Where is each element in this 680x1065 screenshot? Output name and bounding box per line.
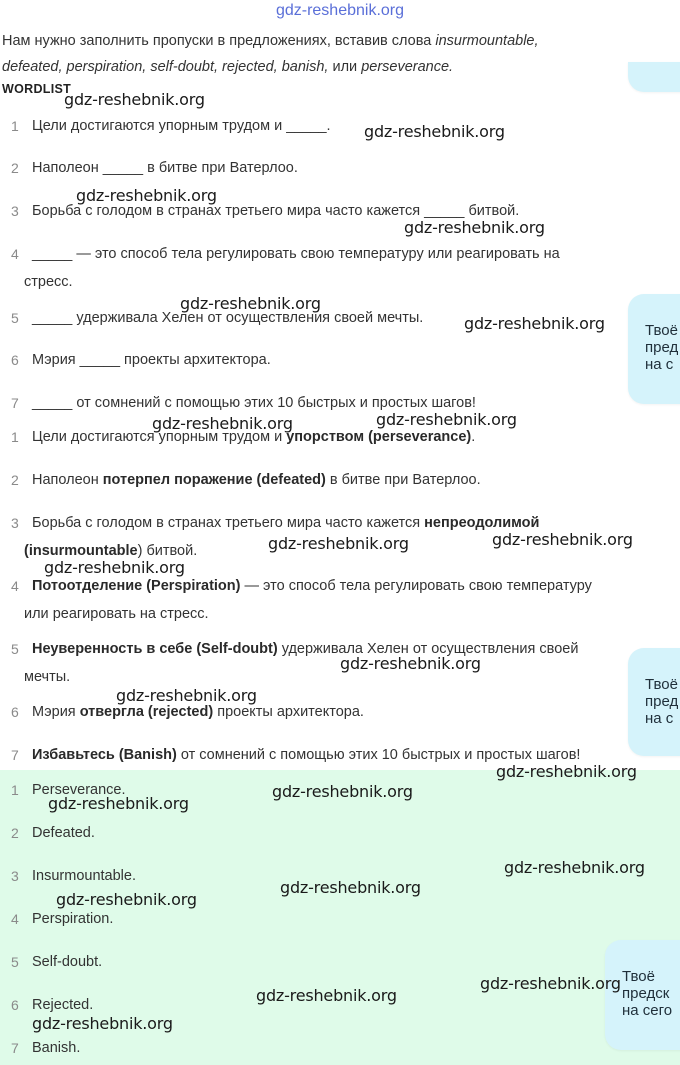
item-text: Defeated. [32,825,95,841]
wordlist-label: WORDLIST [2,82,72,96]
watermark: gdz-reshebnik.org [56,890,197,909]
item-text: Борьба с голодом в странах третьего мира часто кажется _____ битвой. [32,203,520,219]
item-text [32,424,660,451]
intro-word-3: perseverance. [361,59,454,75]
item-number: 2 [11,825,19,841]
item-number: 3 [11,868,19,884]
answer-item [0,573,660,629]
chat-bubble-text: Твоё предск на сего [622,968,673,1019]
answer-pre: Борьба с голодом в странах третьего мира часто кажется [32,515,425,531]
watermark: gdz-reshebnik.org [404,218,545,237]
site-title[interactable]: gdz-reshebnik.org [275,2,405,19]
item-text: _____ — это способ тела регулировать свою температуру или реагировать на [32,246,560,262]
item-number: 2 [11,160,19,176]
intro-prefix: Нам нужно заполнить пропуски в предложениях, вставив слова [2,33,436,49]
answer-post: от сомнений с помощью этих 10 быстрых и простых шагов! [176,747,581,763]
watermark: gdz-reshebnik.org [48,794,189,813]
item-number: 5 [11,641,19,657]
answer-post-line2: ) битвой. [137,543,198,559]
answer-post: . [471,429,476,445]
answer-post: в битве при Ватерлоо. [325,472,481,488]
item-text-line2: или реагировать на стресс. [24,606,209,622]
answer-word: потерпел поражение (defeated) [102,472,326,488]
item-number: 6 [11,704,19,720]
watermark: gdz-reshebnik.org [180,294,321,313]
item-text-line2: мечты. [24,669,71,685]
chat-bubble[interactable] [628,648,680,756]
item-number: 3 [11,203,19,219]
watermark: gdz-reshebnik.org [340,654,481,673]
watermark: gdz-reshebnik.org [492,530,633,549]
answer-word: Потоотделение (Perspiration) [32,578,241,594]
watermark: gdz-reshebnik.org [116,686,257,705]
item-number: 4 [11,578,19,594]
answer-pre: Наполеон [32,472,103,488]
watermark: gdz-reshebnik.org [364,122,505,141]
exercise-item [0,241,660,297]
watermark: gdz-reshebnik.org [272,782,413,801]
chat-bubble-text: Твоё пред на с [645,322,679,373]
item-number: 5 [11,954,19,970]
chat-bubble-top[interactable] [628,62,680,92]
answer-list [0,420,680,770]
item-number: 4 [11,911,19,927]
intro-mid: или [328,59,362,75]
item-text-line2: стресс. [24,274,73,290]
answer-pre: Мэрия [32,704,80,720]
exercise-list [0,110,680,420]
item-number: 6 [11,352,19,368]
item-number: 6 [11,997,19,1013]
answer-word: Избавьтесь (Banish) [32,747,177,763]
item-number: 7 [11,395,19,411]
item-text [32,467,660,494]
answer-word: непреодолимой [424,515,540,531]
watermark: gdz-reshebnik.org [256,986,397,1005]
answer-pre: Цели достигаются упорным трудом и [32,429,287,445]
answer-post: проекты архитектора. [213,704,364,720]
watermark: gdz-reshebnik.org [376,410,517,429]
answer-post: — это способ тела регулировать свою температуру [240,578,592,594]
item-text: Мэрия _____ проекты архитектора. [32,352,271,368]
item-number: 3 [11,515,19,531]
item-number: 7 [11,1040,19,1056]
watermark: gdz-reshebnik.org [496,762,637,781]
item-text: _____ от сомнений с помощью этих 10 быстрых и простых шагов! [32,395,476,411]
watermark: gdz-reshebnik.org [76,186,217,205]
item-text: _____ удерживала Хелен от осуществления своей мечты. [32,310,424,326]
item-text: Rejected. [32,997,94,1013]
intro-paragraph [2,28,622,80]
item-number: 2 [11,472,19,488]
watermark: gdz-reshebnik.org [504,858,645,877]
watermark: gdz-reshebnik.org [480,974,621,993]
item-text: Self-doubt. [32,954,103,970]
watermark: gdz-reshebnik.org [464,314,605,333]
item-text: Цели достигаются упорным трудом и _____. [32,118,331,134]
item-number: 1 [11,429,19,445]
item-number: 1 [11,118,19,134]
item-number: 7 [11,747,19,763]
chat-bubble-text: Твоё пред на с [645,676,679,727]
item-text: Perspiration. [32,911,114,927]
answer-word: упорством (perseverance) [286,429,472,445]
chat-bubble[interactable] [605,940,680,1050]
watermark: gdz-reshebnik.org [152,414,293,433]
intro-word-1: insurmountable, [435,33,539,49]
watermark: gdz-reshebnik.org [268,534,409,553]
watermark: gdz-reshebnik.org [32,1014,173,1033]
intro-word-2: defeated, perspiration, self-doubt, rejected, banish, [2,59,329,75]
item-text: Insurmountable. [32,868,136,884]
watermark: gdz-reshebnik.org [280,878,421,897]
answer-post: удерживала Хелен от осуществления своей [277,641,579,657]
chat-bubble[interactable] [628,294,680,404]
answer-word: отвергла (rejected) [79,704,214,720]
item-text: Banish. [32,1040,81,1056]
watermark: gdz-reshebnik.org [64,90,205,109]
answer-word: Неуверенность в себе (Self-doubt) [32,641,278,657]
item-number: 5 [11,310,19,326]
item-text: Perseverance. [32,782,126,798]
item-number: 4 [11,246,19,262]
answer-word-line2: (insurmountable [24,543,138,559]
item-text [32,573,660,600]
watermark: gdz-reshebnik.org [44,558,185,577]
item-number: 1 [11,782,19,798]
answer-item [0,636,660,692]
item-text: Наполеон _____ в битве при Ватерлоо. [32,160,298,176]
